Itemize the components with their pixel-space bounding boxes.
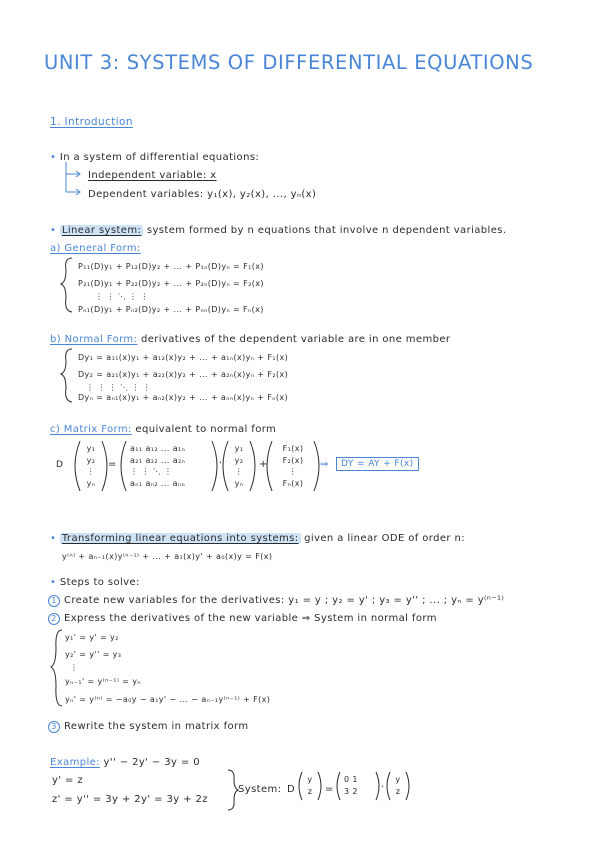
bullet-icon: • (50, 577, 60, 588)
number-2-icon: 2 (48, 613, 60, 625)
plus-sign: + (259, 459, 268, 470)
system-row: ⋮ (70, 663, 79, 672)
normal-form-row: Dy₂ = a₂₁(x)y₁ + a₂₂(x)y₂ + ... + a₂ₙ(x)yₙ + F₂(x) (78, 370, 289, 379)
ode-equation: y⁽ⁿ⁾ + aₙ₋₁(x)y⁽ⁿ⁻¹⁾ + ... + a₁(x)y' + a₀(x)y = F(x) (62, 552, 273, 561)
general-form-label: a) General Form: (50, 243, 141, 254)
bullet-icon: • (50, 152, 60, 163)
general-form-row: P₂₁(D)y₁ + P₂₂(D)y₂ + ... + P₂ₙ(D)yₙ = F₂(x) (78, 279, 264, 288)
matrix-equation-box: DY = AY + F(x) (336, 457, 419, 471)
independent-variable: Independent variable: x (88, 170, 217, 181)
example-vector: y z (307, 775, 313, 796)
example-line: Example: y'' − 2y' − 3y = 0 (50, 757, 201, 768)
system-row: y₂' = y'' = y₃ (65, 650, 122, 659)
system-row: yₙ₋₁' = y⁽ⁿ⁻¹⁾ = yₙ (65, 677, 141, 686)
coefficient-matrix: a₁₁ a₁₂ ... a₁ₙ a₂₁ a₂₂ ... a₂ₙ ⋮ ⋮ ⋱ ⋮ aₙ₁ aₙ₂ ... aₙₙ (130, 444, 186, 488)
example-row: y' = z (52, 775, 84, 786)
system-row: yₙ' = y⁽ⁿ⁾ = −a₀y − a₁y' − ... − aₙ₋₁y⁽ⁿ⁻¹⁾ + F(x) (65, 695, 271, 704)
system-label: System: (238, 784, 282, 795)
normal-form-row: ⋮ ⋮ ⋮ ⋱ ⋮ ⋮ (86, 383, 152, 392)
intro-line: • In a system of differential equations: (50, 152, 260, 163)
step-2: 2 Express the derivatives of the new variable ⇒ System in normal form (48, 613, 437, 625)
general-form-row: Pₙ₁(D)y₁ + Pₙ₂(D)y₂ + ... + Pₙₙ(D)yₙ = Fₙ(x) (78, 305, 264, 314)
operator-d: D (287, 784, 296, 795)
dot-operator: · (219, 458, 223, 469)
example-vector: y z (395, 775, 401, 796)
f-vector: F₁(x) F₂(x) ⋮ Fₙ(x) (282, 444, 304, 488)
dependent-variables: Dependent variables: y₁(x), y₂(x), ..., yₙ(x) (88, 189, 317, 200)
number-3-icon: 3 (48, 721, 60, 733)
matrix-form-line: c) Matrix Form: equivalent to normal form (50, 424, 277, 435)
system-row: y₁' = y' = y₂ (65, 633, 119, 642)
bullet-icon: • (50, 533, 60, 544)
step-1: 1 Create new variables for the derivatives: y₁ = y ; y₂ = y' ; y₃ = y'' ; ... ; yₙ = y⁽ⁿ⁻¹⁾ (48, 595, 504, 607)
implies-arrow: ⇒ (320, 459, 329, 470)
normal-form-line: b) Normal Form: derivatives of the dependent variable are in one member (50, 334, 451, 345)
transform-line: • Transforming linear equations into systems: given a linear ODE of order n: (50, 533, 466, 544)
normal-form-row: Dyₙ = aₙ₁(x)y₁ + aₙ₂(x)y₂ + ... + aₙₙ(x)yₙ + Fₙ(x) (78, 393, 289, 402)
page-title: UNIT 3: SYSTEMS OF DIFFERENTIAL EQUATIONS (44, 51, 534, 74)
operator-d: D (56, 460, 64, 470)
example-row: z' = y'' = 3y + 2y' = 3y + 2z (52, 794, 208, 805)
normal-form-row: Dy₁ = a₁₁(x)y₁ + a₁₂(x)y₂ + ... + a₁ₙ(x)yₙ + F₁(x) (78, 353, 289, 362)
general-form-row: ⋮ ⋮ ⋱ ⋮ ⋮ (95, 292, 149, 301)
bullet-icon: • (50, 225, 60, 236)
y-vector: y₁ y₂ ⋮ yₙ (86, 444, 96, 488)
step-3: 3 Rewrite the system in matrix form (48, 721, 248, 733)
dot-operator: · (381, 782, 385, 793)
section-heading: 1. Introduction (50, 116, 133, 128)
equals-sign: = (108, 459, 117, 470)
equals-sign: = (325, 784, 334, 795)
general-form-row: P₁₁(D)y₁ + P₁₂(D)y₂ + ... + P₁ₙ(D)yₙ = F₁(x) (78, 262, 264, 271)
steps-label: • Steps to solve: (50, 577, 140, 588)
example-matrix: 0 1 3 2 (344, 775, 358, 796)
y-vector: y₁ y₂ ⋮ yₙ (234, 444, 244, 488)
linear-system-line: • Linear system: system formed by n equations that involve n dependent variables. (50, 225, 507, 236)
number-1-icon: 1 (48, 595, 60, 607)
